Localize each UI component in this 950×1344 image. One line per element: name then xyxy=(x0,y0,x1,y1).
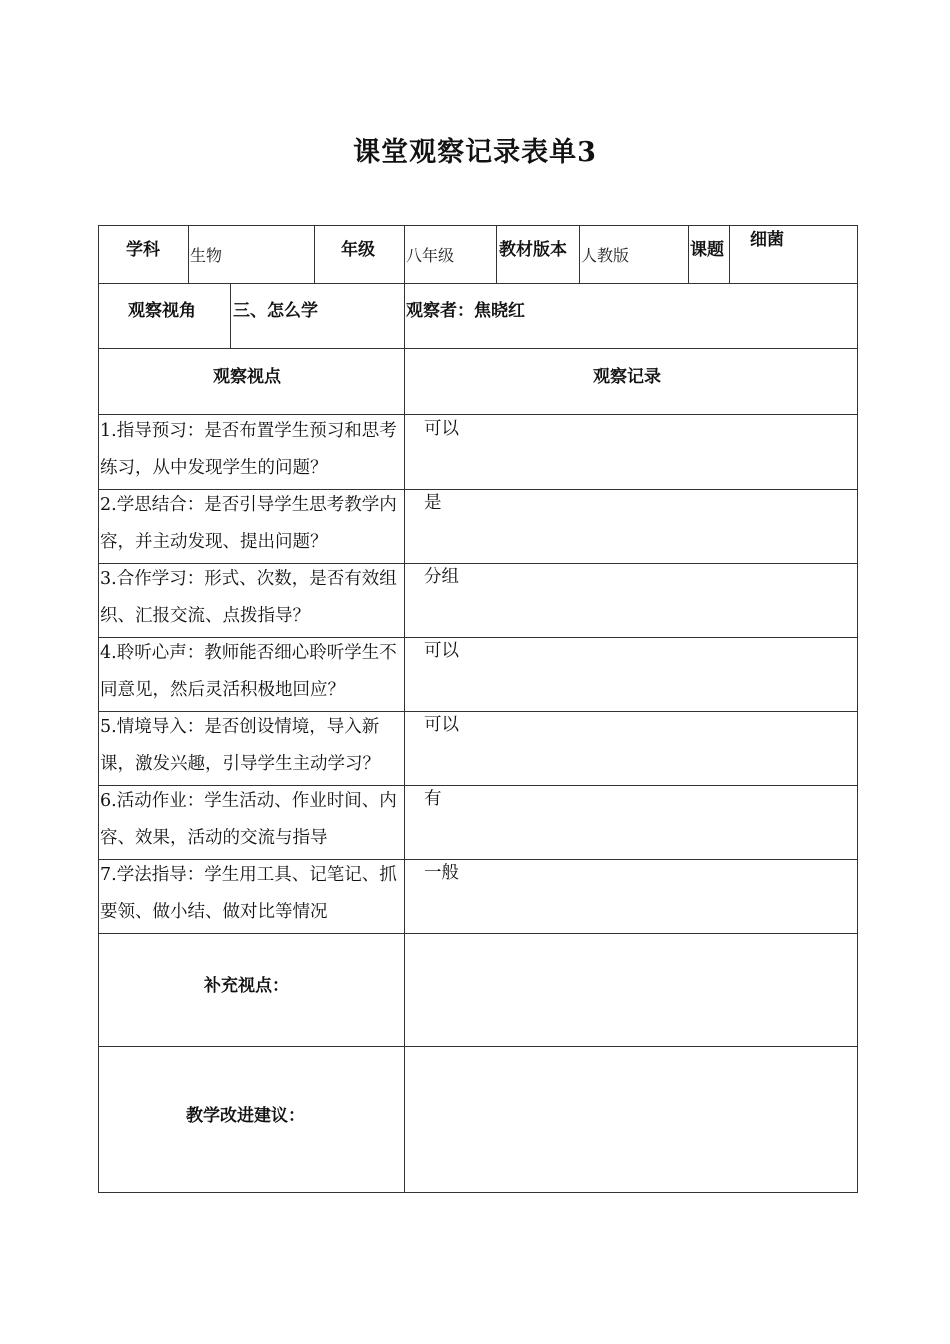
supplement-label: 补充视点： xyxy=(204,976,289,996)
table-row-record-2: 是 xyxy=(424,493,442,513)
angle-value: 三、怎么学 xyxy=(233,301,318,321)
table-row-record-4: 可以 xyxy=(424,641,459,661)
table-row-point-1: 1.指导预习：是否布置学生预习和思考练习，从中发现学生的问题？ xyxy=(100,421,397,478)
col-divider xyxy=(579,225,580,283)
grade-label: 年级 xyxy=(341,240,375,260)
row-divider xyxy=(98,283,858,284)
table-row-record-1: 可以 xyxy=(424,419,459,439)
table-row-point-7: 7.学法指导：学生用工具、记笔记、抓要领、做小结、做对比等情况 xyxy=(100,865,397,922)
col-divider xyxy=(688,225,689,283)
table-row-record-6: 有 xyxy=(424,789,442,809)
page-title: 课堂观察记录表单3 xyxy=(353,137,597,168)
subject-label: 学科 xyxy=(126,240,160,260)
col-divider xyxy=(230,283,231,348)
table-row-point-2: 2.学思结合：是否引导学生思考教学内容，并主动发现、提出问题？ xyxy=(100,495,397,552)
col-divider xyxy=(404,225,405,1193)
row-divider xyxy=(98,1046,858,1047)
grade-value: 八年级 xyxy=(406,246,455,265)
topic-value: 细菌 xyxy=(750,230,784,250)
observer: 观察者：焦晓红 xyxy=(406,301,525,321)
records-header: 观察记录 xyxy=(593,367,661,387)
col-divider xyxy=(188,225,189,283)
table-row-point-3: 3.合作学习：形式、次数，是否有效组织、汇报交流、点拨指导？ xyxy=(100,569,397,626)
table-row-record-5: 可以 xyxy=(424,715,459,735)
table-row-point-6: 6.活动作业：学生活动、作业时间、内容、效果，活动的交流与指导 xyxy=(100,791,397,848)
col-divider xyxy=(496,225,497,283)
table-row-record-3: 分组 xyxy=(424,567,459,587)
suggestion-label: 教学改进建议： xyxy=(186,1106,305,1126)
points-header: 观察视点 xyxy=(213,367,281,387)
row-divider xyxy=(98,933,858,934)
table-row-point-5: 5.情境导入：是否创设情境，导入新课，激发兴趣，引导学生主动学习？ xyxy=(100,717,380,774)
col-divider xyxy=(314,225,315,283)
angle-label: 观察视角 xyxy=(128,301,196,321)
table-row-record-7: 一般 xyxy=(424,863,459,883)
edition-label: 教材版本 xyxy=(499,240,567,260)
subject-value: 生物 xyxy=(190,246,223,265)
row-divider xyxy=(98,348,858,349)
col-divider xyxy=(729,225,730,283)
table-row-point-4: 4.聆听心声：教师能否细心聆听学生不同意见，然后灵活积极地回应？ xyxy=(100,643,397,700)
topic-label: 课题 xyxy=(690,240,724,260)
edition-value: 人教版 xyxy=(581,246,630,265)
